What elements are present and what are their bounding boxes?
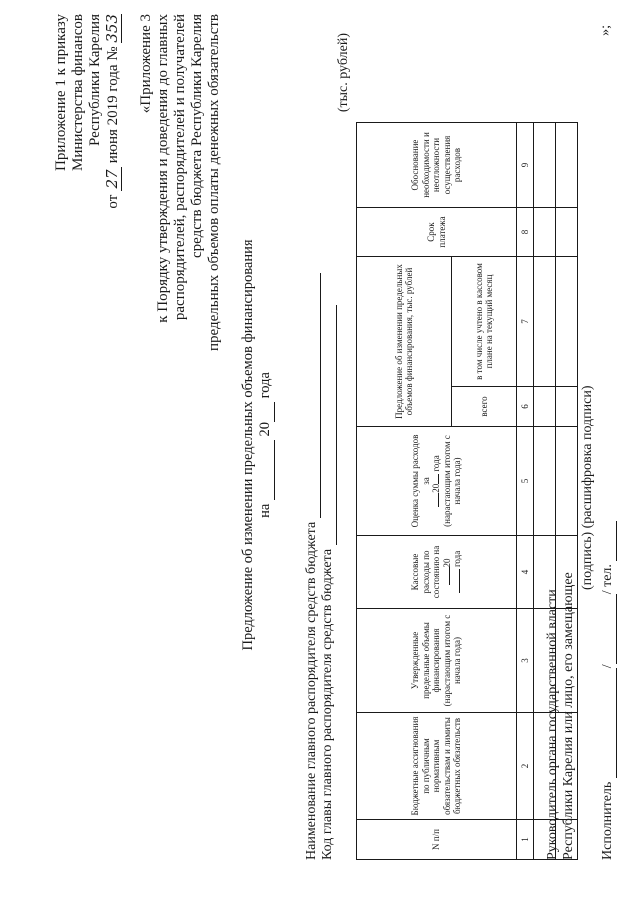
units-label: (тыс. рублей) bbox=[336, 33, 351, 113]
col-number-7: 7 bbox=[517, 257, 534, 387]
order-header-line1: Приложение 1 к приказу bbox=[53, 14, 69, 171]
table-header-row bbox=[357, 123, 452, 860]
estimate-text: Оценка суммы расходов за bbox=[410, 434, 431, 528]
appendix-line1: «Приложение 3 bbox=[138, 14, 154, 114]
order-date-rest: июня 2019 года № bbox=[105, 46, 121, 164]
col-number-6: 6 bbox=[517, 387, 534, 427]
col-header-allocations: Бюджетные ассигнования по публичным нормативным обязательствам и лимиты бюджетных обязательств bbox=[357, 713, 517, 820]
col-header-estimate bbox=[357, 427, 517, 536]
gr-code-label: Код главы главного распорядителя средств бюджета bbox=[320, 548, 335, 860]
appendix-line5: предельных объемов оплаты денежных обязательств bbox=[206, 14, 222, 352]
head-signature-blank bbox=[561, 449, 578, 569]
col-number-8: 8 bbox=[517, 208, 534, 257]
table-cell bbox=[534, 208, 556, 257]
end-mark: »; bbox=[598, 25, 613, 36]
col-header-number: N п/п bbox=[357, 820, 517, 860]
table-cell bbox=[556, 387, 578, 427]
title-year-label: года bbox=[257, 372, 273, 399]
order-date-day: 27 bbox=[104, 167, 122, 191]
head-signature-caption: (подпись) (расшифровка подписи) bbox=[580, 385, 595, 590]
col-number-9: 9 bbox=[517, 123, 534, 208]
col-number-1: 1 bbox=[517, 820, 534, 860]
title-blank-month bbox=[257, 440, 275, 500]
title-year-prefix: 20 bbox=[257, 421, 273, 437]
col-header-justification: Обоснование необходимости и неотложности осуществления расходов bbox=[357, 123, 517, 208]
estimate-cumulative: (нарастающим итогом с начала года) bbox=[441, 435, 463, 527]
col-header-cash-expenses bbox=[357, 536, 517, 609]
estimate-year: 20 bbox=[431, 483, 442, 493]
table-cell bbox=[534, 257, 556, 387]
col-header-payment-term: Срок платежа bbox=[357, 208, 517, 257]
head-line2-text: Республики Карелия или лицо, его замещающее bbox=[561, 572, 576, 860]
col-header-proposal: Предложение об изменении предельных объемов финансирования, тыс. рублей bbox=[357, 257, 452, 427]
appendix-line2: к Порядку утверждения и доведения до главных bbox=[155, 14, 171, 323]
order-header bbox=[53, 14, 122, 209]
estimate-year-label: года bbox=[431, 455, 442, 472]
executor-label: Исполнитель bbox=[600, 781, 615, 860]
col-number-5: 5 bbox=[517, 427, 534, 536]
gr-code-blank bbox=[320, 305, 337, 545]
appendix-line3: распорядителей, распорядителей и получателей bbox=[172, 14, 188, 321]
col-header-cash-plan: в том числе учтено в кассовом плане на текущий месяц bbox=[452, 257, 517, 387]
order-date-prefix: от bbox=[105, 194, 121, 209]
gr-name-blank bbox=[304, 273, 321, 518]
order-header-line3: Республики Карелия bbox=[87, 14, 103, 147]
document-title-line2 bbox=[257, 195, 275, 695]
executor-name-blank bbox=[600, 668, 617, 778]
title-on-label: на bbox=[257, 503, 273, 518]
order-number: 353 bbox=[103, 14, 121, 43]
table-cell bbox=[534, 123, 556, 208]
head-signature-block bbox=[545, 449, 578, 860]
table-cell bbox=[534, 387, 556, 427]
col-number-4: 4 bbox=[517, 536, 534, 609]
document-title-line1: Предложение об изменении предельных объемов финансирования bbox=[240, 239, 256, 651]
head-line2 bbox=[561, 449, 578, 860]
table-cell bbox=[556, 257, 578, 387]
col-header-approved: Утвержденные предельные объемы финансирования (нарастающим итогом с начала года) bbox=[357, 609, 517, 713]
title-blank-year bbox=[257, 402, 275, 422]
col-header-total: всего bbox=[452, 387, 517, 427]
document-title bbox=[240, 195, 275, 695]
tel-label: тел. bbox=[600, 564, 615, 587]
executor-sign-blank bbox=[600, 594, 617, 664]
col-number-3: 3 bbox=[517, 609, 534, 713]
appendix-header bbox=[138, 14, 223, 351]
col-number-2: 2 bbox=[517, 713, 534, 820]
tel-blank bbox=[600, 521, 617, 561]
order-date-line bbox=[104, 14, 122, 209]
gr-code-field bbox=[320, 305, 337, 860]
cash-expenses-year-label: года bbox=[452, 550, 463, 568]
head-line1: Руководитель органа государственной власти bbox=[545, 589, 560, 860]
cash-expenses-year: 20 bbox=[441, 558, 452, 568]
executor-field: Исполнитель / / тел. bbox=[600, 521, 617, 860]
order-header-line2: Министерства финансов bbox=[70, 14, 86, 171]
table-number-row bbox=[517, 123, 534, 860]
table-cell bbox=[556, 208, 578, 257]
gr-name-field bbox=[304, 273, 321, 860]
gr-name-label: Наименование главного распорядителя средств бюджета bbox=[304, 521, 319, 860]
appendix-line4: средств бюджета Республики Карелия bbox=[189, 14, 205, 259]
cash-expenses-text: Кассовые расходы по состоянию на bbox=[410, 545, 442, 599]
table-cell bbox=[556, 123, 578, 208]
